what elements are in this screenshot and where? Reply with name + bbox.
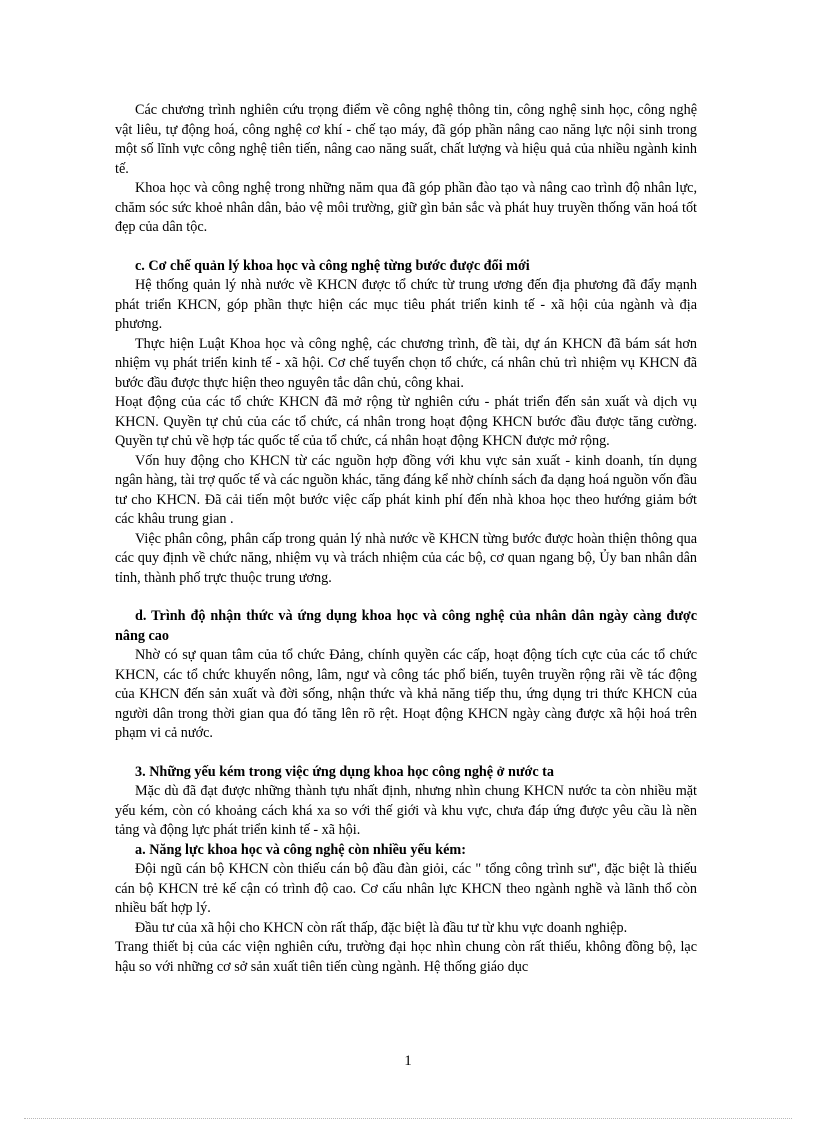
paragraph-equipment: Trang thiết bị của các viện nghiên cứu, trường đại học nhìn chung còn rất thiếu, không đồng bộ, lạc hậu so với những cơ sở sản xuất tiên tiến cùng ngành. Hệ thống giáo dục [115, 939, 697, 975]
heading-weaknesses: 3. Những yếu kém trong việc ứng dụng khoa học công nghệ ở nước ta [135, 763, 554, 780]
section-spacer [115, 238, 697, 257]
page-bottom-divider [24, 1118, 792, 1119]
paragraph-task-assignment: Việc phân công, phân cấp trong quản lý nhà nước về KHCN từng bước được hoàn thiện thông qua các quy định về chức năng, nhiệm vụ và trách nhiệm của các bộ, cơ quan ngang bộ, Ủy ban nhân dân tỉnh, thành phố trực thuộc trung ương. [115, 530, 697, 586]
paragraph-training-contribution: Khoa học và công nghệ trong những năm qua đã góp phần đào tạo và nâng cao trình độ nhân lực, chăm sóc sức khoẻ nhân dân, bảo vệ môi trường, giữ gìn bản sắc và phát huy truyền thống văn hoá tốt đẹp của dân tộc. [115, 180, 697, 235]
page-number: 1 [404, 1053, 412, 1069]
document-body [115, 101, 697, 977]
paragraph-achievements-gap: Mặc dù đã đạt được những thành tựu nhất định, nhưng nhìn chung KHCN nước ta còn nhiều mặt yếu kém, còn có khoảng cách khá xa so với thế giới và khu vực, chưa đáp ứng được yêu cầu là nền tảng và động lực phát triển kinh tế - xã hội. [115, 783, 697, 838]
paragraph-party-attention: Nhờ có sự quan tâm của tổ chức Đảng, chính quyền các cấp, hoạt động tích cực của các tổ chức KHCN, các tổ chức khuyến nông, lâm, ngư và công tác phổ biến, tuyên truyền rộng rãi về tác động của KHCN đến sản xuất và đời sống, nhận thức và khả năng tiếp thu, ứng dụng tri thức KHCN của người dân trong thời gian qua đó tăng lên rõ rệt. Hoạt động KHCN ngày càng được xã hội hoá trên phạm vi cả nước. [115, 647, 697, 741]
paragraph-state-management: Hệ thống quản lý nhà nước về KHCN được tổ chức từ trung ương đến địa phương đã đẩy mạnh phát triển KHCN, góp phần thực hiện các mục tiêu phát triển kinh tế - xã hội của ngành và địa phương. [115, 277, 697, 332]
paragraph-research-programs: Các chương trình nghiên cứu trọng điểm về công nghệ thông tin, công nghệ sinh học, công nghệ vật liêu, tự động hoá, công nghệ cơ khí - chế tạo máy, đã góp phần nâng cao năng lực nội sinh trong một số lĩnh vực công nghệ tiên tiến, nâng cao năng suất, chất lượng và hiệu quả của nhiều ngành kinh tế. [115, 102, 697, 177]
heading-public-awareness: d. Trình độ nhận thức và ứng dụng khoa học và công nghệ của nhân dân ngày càng được nâng cao [115, 608, 697, 644]
section-spacer [115, 744, 697, 763]
heading-management-mechanism: c. Cơ chế quản lý khoa học và công nghệ từng bước được đổi mới [135, 257, 530, 274]
paragraph-law-implementation: Thực hiện Luật Khoa học và công nghệ, các chương trình, đề tài, dự án KHCN đã bám sát hơn nhiệm vụ phát triển kinh tế - xã hội. Cơ chế tuyển chọn tổ chức, cá nhân chủ trì nhiệm vụ KHCN đã bước đầu được thực hiện theo nguyên tắc dân chủ, công khai. [115, 335, 697, 391]
paragraph-low-investment: Đầu tư của xã hội cho KHCN còn rất thấp, đặc biệt là đầu tư từ khu vực doanh nghiệp. [135, 919, 628, 936]
paragraph-organization-activities: Hoạt động của các tổ chức KHCN đã mở rộng từ nghiên cứu - phát triển đến sản xuất và dịch vụ KHCN. Quyền tự chủ của các tổ chức, cá nhân trong hoạt động KHCN bước đầu được tăng cường. Quyền tự chủ về hợp tác quốc tế của tổ chức, cá nhân hoạt động KHCN được mở rộng. [115, 394, 697, 449]
paragraph-capital-mobilization: Vốn huy động cho KHCN từ các nguồn hợp đồng với khu vực sản xuất - kinh doanh, tín dụng ngân hàng, tài trợ quốc tế và các nguồn khác, tăng đáng kể nhờ chính sách đa dạng hoá nguồn vốn đầu tư cho KHCN. Đã cải tiến một bước việc cấp phát kinh phí đến nhà khoa học theo hướng giảm bớt các khâu trung gian . [115, 452, 697, 527]
heading-capacity-weakness: a. Năng lực khoa học và công nghệ còn nhiều yếu kém: [135, 841, 466, 858]
section-spacer [115, 588, 697, 607]
paragraph-staff-shortage: Đội ngũ cán bộ KHCN còn thiếu cán bộ đầu đàn giỏi, các " tổng công trình sư", đặc biệt là thiếu cán bộ KHCN trẻ kế cận có trình độ cao. Cơ cấu nhân lực KHCN theo ngành nghề và lãnh thổ còn nhiều bất hợp lý. [115, 861, 697, 916]
